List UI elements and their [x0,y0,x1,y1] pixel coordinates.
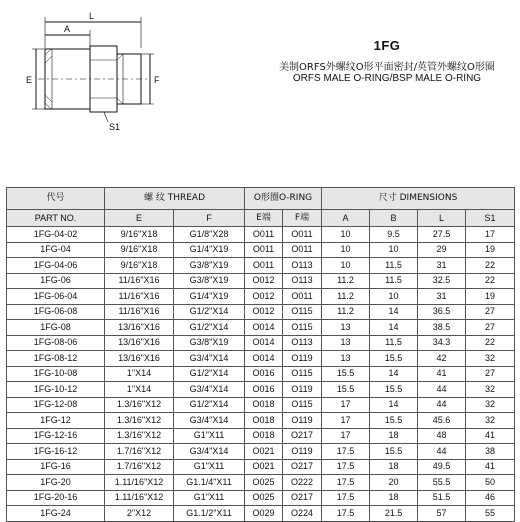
table-cell: 13/16"X16 [105,320,174,336]
table-cell: 1FG-08-06 [7,335,105,351]
table-cell: 11/16"X16 [105,289,174,305]
table-cell: O115 [283,320,322,336]
table-cell: O011 [283,242,322,258]
table-cell: 18 [370,490,418,506]
table-cell: 55.5 [418,475,466,491]
table-cell: O014 [245,335,283,351]
title-english: ORFS MALE O-RING/BSP MALE O-RING [292,73,482,84]
table-row [7,459,515,475]
table-cell: O012 [245,273,283,289]
table-row [7,475,515,491]
table-row [7,258,515,274]
table-cell: O119 [283,351,322,367]
table-cell: 1.3/16"X12 [105,397,174,413]
header-part-no-en: PART NO. [7,210,105,227]
table-cell: 1FG-12-16 [7,428,105,444]
table-cell: 46 [466,490,515,506]
table-cell: O025 [245,475,283,491]
table-cell: G1"X11 [174,490,245,506]
table-cell: G3/8"X19 [174,258,245,274]
table-cell: 31 [418,258,466,274]
table-cell: 44 [418,444,466,460]
table-row [7,351,515,367]
subheader-B: B [370,210,418,227]
table-cell: 13 [322,320,370,336]
table-cell: O011 [283,289,322,305]
table-cell: 13/16"X16 [105,335,174,351]
subheader-F-end: F端 [283,210,322,227]
table-cell: O016 [245,382,283,398]
table-cell: O115 [283,366,322,382]
subheader-E-end: E端 [245,210,283,227]
table-cell: G1/2"X14 [174,320,245,336]
table-cell: 15.5 [322,366,370,382]
table-cell: 32 [466,413,515,429]
table-cell: 1FG-08 [7,320,105,336]
table-row [7,335,515,351]
table-cell: G1"X11 [174,459,245,475]
table-cell: O119 [283,413,322,429]
table-row [7,289,515,305]
header-thread: 螺 纹 THREAD [105,188,245,210]
table-cell: 19 [466,242,515,258]
table-cell: O222 [283,475,322,491]
part-code: 1FG [373,38,401,53]
header-dimensions: 尺寸 DIMENSIONS [322,188,515,210]
fitting-drawing [8,8,178,138]
table-cell: 22 [466,273,515,289]
spec-table [6,187,515,522]
title-chinese: 美制ORFS外螺纹O形平面密封/英管外螺纹O形圈 [279,62,495,73]
table-cell: 41 [418,366,466,382]
table-cell: 27.5 [418,227,466,243]
table-cell: 17 [466,227,515,243]
table-cell: 15.5 [370,444,418,460]
table-cell: G3/4"X14 [174,444,245,460]
subheader-F: F [174,210,245,227]
table-cell: 2"X12 [105,506,174,522]
table-cell: 14 [370,366,418,382]
table-cell: O021 [245,444,283,460]
table-cell: 1FG-24 [7,506,105,522]
subheader-A: A [322,210,370,227]
table-cell: O029 [245,506,283,522]
table-cell: 29 [418,242,466,258]
table-row [7,444,515,460]
table-cell: 1FG-06-08 [7,304,105,320]
table-cell: O011 [245,227,283,243]
table-cell: 1.11/16"X12 [105,490,174,506]
subheader-L: L [418,210,466,227]
table-cell: O021 [245,459,283,475]
table-cell: 1.7/16"X12 [105,444,174,460]
label-S1: S1 [109,122,121,132]
table-cell: G1/2"X14 [174,397,245,413]
table-cell: 1FG-06-04 [7,289,105,305]
table-cell: O014 [245,320,283,336]
table-cell: 14 [370,304,418,320]
table-cell: O018 [245,413,283,429]
table-cell: 1FG-04 [7,242,105,258]
table-cell: 11/16"X16 [105,304,174,320]
table-cell: O113 [283,335,322,351]
table-cell: 1FG-06 [7,273,105,289]
table-cell: G3/4"X14 [174,351,245,367]
table-cell: 32 [466,397,515,413]
table-cell: 9/16"X18 [105,227,174,243]
table-row [7,242,515,258]
table-row [7,382,515,398]
table-cell: 17.5 [322,444,370,460]
table-cell: 11.5 [370,273,418,289]
table-cell: 32 [466,351,515,367]
table-cell: 13/16"X16 [105,351,174,367]
table-cell: G1/2"X14 [174,304,245,320]
table-cell: 18 [370,459,418,475]
table-row [7,413,515,429]
table-row [7,273,515,289]
table-cell: 17.5 [322,475,370,491]
s1-leader [104,112,108,122]
table-cell: O217 [283,490,322,506]
table-cell: 21.5 [370,506,418,522]
table-cell: O018 [245,428,283,444]
table-cell: 38 [466,444,515,460]
label-F: F [154,75,160,85]
table-cell: 9/16"X18 [105,242,174,258]
table-cell: 50 [466,475,515,491]
table-cell: 1FG-16 [7,459,105,475]
table-cell: 1FG-12-08 [7,397,105,413]
table-cell: O025 [245,490,283,506]
table-cell: 22 [466,258,515,274]
table-cell: 1.3/16"X12 [105,428,174,444]
table-cell: O217 [283,459,322,475]
table-cell: 11.2 [322,273,370,289]
table-cell: 27 [466,304,515,320]
label-A: A [64,24,71,34]
table-row [7,227,515,243]
table-cell: 32.5 [418,273,466,289]
table-cell: 22 [466,335,515,351]
table-cell: G1/2"X14 [174,366,245,382]
table-cell: 1FG-16-12 [7,444,105,460]
table-cell: 31 [418,289,466,305]
table-cell: 10 [322,227,370,243]
table-cell: 55 [466,506,515,522]
table-row [7,397,515,413]
table-cell: 17.5 [322,506,370,522]
table-cell: 36.5 [418,304,466,320]
table-cell: O224 [283,506,322,522]
table-cell: 18 [370,428,418,444]
table-cell: 15.5 [322,382,370,398]
table-cell: 42 [418,351,466,367]
table-cell: 1FG-20-16 [7,490,105,506]
table-cell: 11.2 [322,304,370,320]
table-cell: 41 [466,459,515,475]
label-E: E [26,75,33,85]
table-cell: 1FG-10-12 [7,382,105,398]
table-cell: O119 [283,382,322,398]
table-cell: 15.5 [370,382,418,398]
table-cell: O115 [283,397,322,413]
table-cell: 15.5 [370,351,418,367]
table-cell: 14 [370,397,418,413]
table-cell: 45.6 [418,413,466,429]
table-cell: 11.5 [370,258,418,274]
table-cell: O217 [283,428,322,444]
table-cell: O014 [245,351,283,367]
table-cell: 49.5 [418,459,466,475]
table-row [7,428,515,444]
table-cell: 27 [466,366,515,382]
table-cell: G3/4"X14 [174,382,245,398]
table-cell: G3/4"X14 [174,413,245,429]
subheader-S1: S1 [466,210,515,227]
table-cell: O119 [283,444,322,460]
label-L: L [89,11,95,21]
table-cell: G1.1/2"X11 [174,506,245,522]
table-cell: G1/8"X28 [174,227,245,243]
table-cell: 34.3 [418,335,466,351]
table-cell: 1FG-04-02 [7,227,105,243]
table-cell: G1/4"X19 [174,242,245,258]
table-cell: O012 [245,289,283,305]
table-cell: O115 [283,304,322,320]
table-cell: 17 [322,413,370,429]
table-cell: 10 [370,289,418,305]
table-cell: 1FG-04-06 [7,258,105,274]
subheader-E: E [105,210,174,227]
table-cell: 19 [466,289,515,305]
table-cell: 1.11/16"X12 [105,475,174,491]
table-cell: O011 [245,242,283,258]
table-cell: 1"X14 [105,382,174,398]
table-cell: 44 [418,382,466,398]
table-cell: 38.5 [418,320,466,336]
table-row [7,320,515,336]
table-cell: G1/4"X19 [174,289,245,305]
table-cell: 11.5 [370,335,418,351]
table-cell: 1.7/16"X12 [105,459,174,475]
table-cell: 17 [322,428,370,444]
table-cell: O016 [245,366,283,382]
table-cell: 13 [322,335,370,351]
table-cell: O011 [245,258,283,274]
header-part-no: 代号 [7,188,105,210]
table-cell: 32 [466,382,515,398]
table-cell: O113 [283,273,322,289]
table-cell: 48 [418,428,466,444]
table-cell: 44 [418,397,466,413]
table-cell: 41 [466,428,515,444]
table-cell: 10 [370,242,418,258]
table-cell: 27 [466,320,515,336]
table-cell: 1FG-12 [7,413,105,429]
table-row [7,490,515,506]
table-cell: 1FG-08-12 [7,351,105,367]
table-cell: G3/8"X19 [174,335,245,351]
table-row [7,366,515,382]
table-cell: 20 [370,475,418,491]
table-cell: G3/8"X19 [174,273,245,289]
table-cell: 13 [322,351,370,367]
table-cell: 11.2 [322,289,370,305]
table-cell: 17 [322,397,370,413]
table-cell: 1.3/16"X12 [105,413,174,429]
table-cell: G1.1/4"X11 [174,475,245,491]
table-cell: 11/16"X16 [105,273,174,289]
table-cell: 1FG-10-08 [7,366,105,382]
table-cell: 10 [322,258,370,274]
table-cell: 9.5 [370,227,418,243]
table-cell: 1"X14 [105,366,174,382]
table-cell: G1"X11 [174,428,245,444]
table-cell: 14 [370,320,418,336]
table-cell: 57 [418,506,466,522]
table-cell: O011 [283,227,322,243]
table-cell: 1FG-20 [7,475,105,491]
table-cell: O113 [283,258,322,274]
table-cell: 17.5 [322,490,370,506]
table-cell: 17.5 [322,459,370,475]
table-cell: 9/16"X18 [105,258,174,274]
header-oring: O形圈O-RING [245,188,322,210]
table-cell: 15.5 [370,413,418,429]
table-cell: 51.5 [418,490,466,506]
table-cell: 10 [322,242,370,258]
table-cell: O018 [245,397,283,413]
table-row [7,304,515,320]
table-cell: O012 [245,304,283,320]
table-row [7,506,515,522]
